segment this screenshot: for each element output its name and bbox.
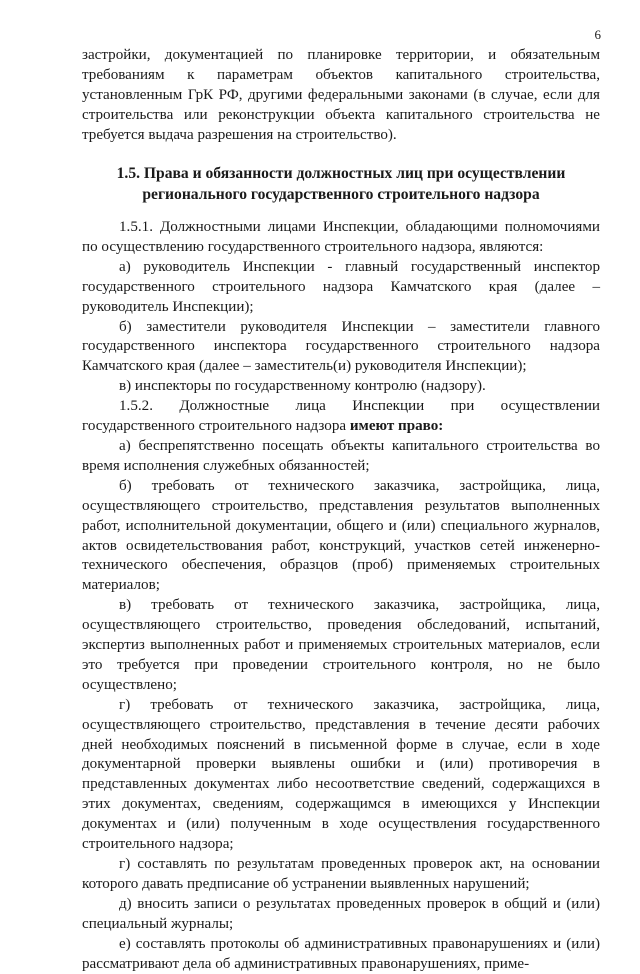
paragraph-right-g-1: г) требовать от технического заказчика, застройщика, лица, осуществляющего строительство, представления в течение десяти рабочих дней необходимых пояснений в письменной форме в случае, если в ходе документарной проверки выявлены ошибки и (или) противоречия в представленных документах либо несоответствие сведений, содержащихся в этих документах, сведениям, содержащимся в имеющихся у Инспекции документах и (или) полученным в ходе осуществления государственного строительного надзора; xyxy=(82,696,600,853)
paragraph-right-d: д) вносить записи о результатах проведенных проверок в общий и (или) специальный журналы; xyxy=(82,895,600,932)
paragraph-1-5-2-bold: имеют право: xyxy=(349,418,444,435)
section-heading-block xyxy=(82,163,600,205)
paragraph-1-5-1: 1.5.1. Должностными лицами Инспекции, обладающими полномочиями по осуществлению государственного строительного надзора, являются: xyxy=(82,219,600,255)
paragraph-right-g-2: г) составлять по результатам проведенных проверок акт, на основании которого давать предписание об устранении выявленных нарушений; xyxy=(82,856,600,892)
paragraph-1-5-2-text: 1.5.2. Должностные лица Инспекции при осуществлении государственного строительного надзора xyxy=(82,398,600,435)
paragraph-right-b: б) требовать от технического заказчика, застройщика, лица, осуществляющего строительство, представления результатов выполненных работ, исполнительной документации, общего и (или) специального журналов, актов освидетельствования работ, конструкций, участков сетей инженерно-технического обеспечения, образцов (проб) применяемых строительных материалов; xyxy=(82,477,600,594)
paragraph-right-v: в) требовать от технического заказчика, застройщика, лица, осуществляющего строительство, проведения обследований, испытаний, экспертиз выполненных работ и применяемых строительных материалов, если это требуется при проведении строительного контроля, но не было осуществлено; xyxy=(82,597,600,693)
paragraph-right-a: а) беспрепятственно посещать объекты капитального строительства во время исполнения служебных обязанностей; xyxy=(82,437,600,474)
section-heading-line-2: регионального государственного строительного надзора xyxy=(142,186,540,203)
intro-block xyxy=(82,46,600,146)
paragraph-right-e: е) составлять протоколы об административных правонарушениях и (или) рассматривают дела об административных правонарушениях, приме- xyxy=(82,935,600,972)
paragraph-officials-v: в) инспекторы по государственному контролю (надзору). xyxy=(119,378,486,395)
section-heading-line-1: 1.5. Права и обязанности должностных лиц при осуществлении xyxy=(116,165,566,182)
paragraph-officials-b: б) заместители руководителя Инспекции – заместители главного государственного инспектора государственного строительного надзора Камчатского края (далее – заместитель(и) руководителя Инспекции); xyxy=(82,318,600,375)
body-block xyxy=(82,218,600,974)
paragraph-1-5-2 xyxy=(82,397,600,437)
paragraph-officials-a: а) руководитель Инспекции - главный государственный инспектор государственного строительного надзора Камчатского края (далее – руководитель Инспекции); xyxy=(82,258,600,315)
page-number: 6 xyxy=(594,27,601,42)
intro-paragraph: застройки, документацией по планировке территории, и обязательным требованиям к параметрам объектов капитального строительства, установленным ГрК РФ, другими федеральными законами (в случае, если для строительства или реконструкции объекта капитального строительства не требуется выдача разрешения на строительство). xyxy=(82,47,600,143)
